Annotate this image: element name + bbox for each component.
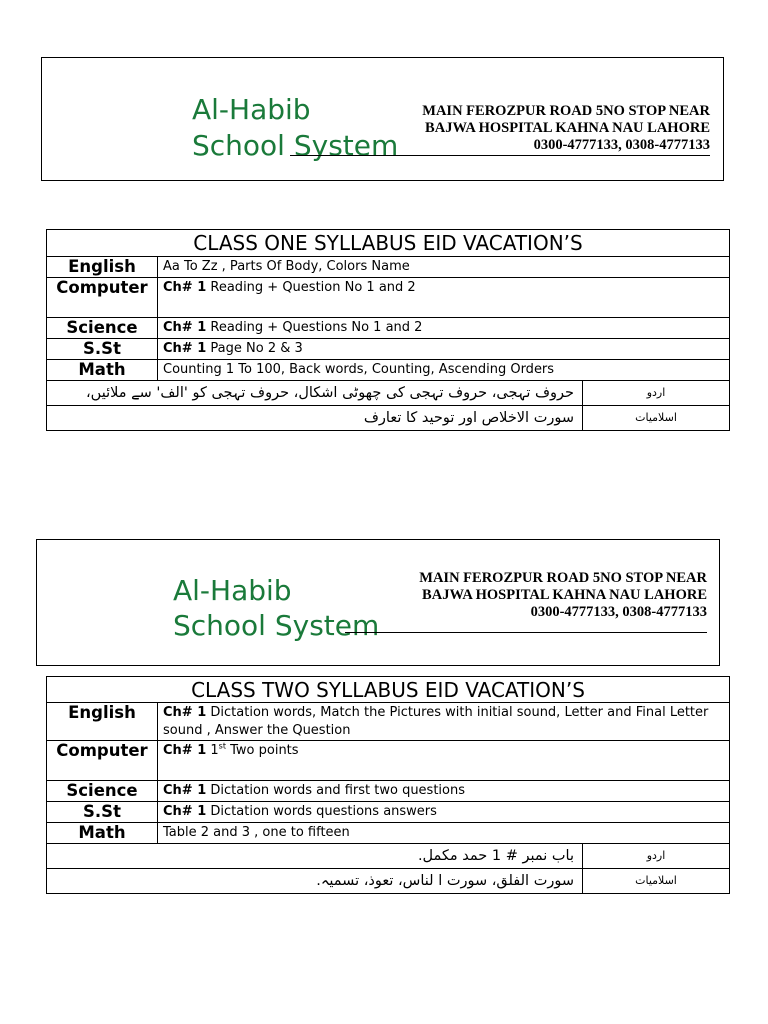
- table-row: [47, 869, 730, 894]
- syllabus-text: Ch# 1 Dictation words, Match the Pictures with initial sound, Letter and Final Letter sound , Answer the Question: [158, 703, 730, 741]
- school-address-line1: MAIN FEROZPUR ROAD 5NO STOP NEAR: [422, 103, 710, 119]
- subject-urdu: اردو: [583, 381, 730, 406]
- table-row: [47, 360, 730, 381]
- syllabus-text: Counting 1 To 100, Back words, Counting, Ascending Orders: [158, 360, 730, 381]
- table-row: [47, 406, 730, 431]
- table-row: [47, 381, 730, 406]
- table-row: [47, 844, 730, 869]
- syllabus-text: Ch# 1 Dictation words and first two questions: [158, 781, 730, 802]
- syllabus-text: Ch# 1 1st Two points: [158, 741, 730, 781]
- table-row: [47, 703, 730, 741]
- school-address-line2: BAJWA HOSPITAL KAHNA NAU LAHORE: [422, 587, 707, 603]
- subject-sst: S.St: [47, 802, 158, 823]
- subject-islamiat: اسلامیات: [583, 869, 730, 894]
- header-rule: [345, 632, 707, 633]
- class-one-syllabus-table: [46, 229, 730, 431]
- subject-english: English: [47, 703, 158, 741]
- table-row: [47, 278, 730, 318]
- table-row: [47, 741, 730, 781]
- class-one-title: CLASS ONE SYLLABUS EID VACATION’S: [47, 230, 730, 257]
- school-phones: 0300-4777133, 0308-4777133: [530, 604, 707, 620]
- school-name-line2: School System: [173, 609, 380, 642]
- subject-computer: Computer: [47, 278, 158, 318]
- syllabus-text: Ch# 1 Dictation words questions answers: [158, 802, 730, 823]
- table-row: [47, 318, 730, 339]
- class-two-title: CLASS TWO SYLLABUS EID VACATION’S: [47, 677, 730, 703]
- subject-urdu: اردو: [583, 844, 730, 869]
- syllabus-text: Table 2 and 3 , one to fifteen: [158, 823, 730, 844]
- syllabus-text: Ch# 1 Page No 2 & 3: [158, 339, 730, 360]
- table-row: [47, 823, 730, 844]
- class-two-syllabus-table: [46, 676, 730, 894]
- school-name-line1: Al-Habib: [173, 574, 292, 607]
- subject-sst: S.St: [47, 339, 158, 360]
- syllabus-text: Ch# 1 Reading + Question No 1 and 2: [158, 278, 730, 318]
- school-address-line2: BAJWA HOSPITAL KAHNA NAU LAHORE: [425, 120, 710, 136]
- urdu-syllabus-text: حروف تہجی، حروف تہجی کی چھوٹی اشکال، حروف تہجی کو 'الف' سے ملائیں،: [47, 381, 583, 406]
- islamiat-syllabus-text: سورت الفلق، سورت ا لناس، تعوذ، تسمیہ.: [47, 869, 583, 894]
- school-name-line2: School System: [192, 129, 399, 162]
- school-address-line1: MAIN FEROZPUR ROAD 5NO STOP NEAR: [419, 570, 707, 586]
- table-row: [47, 781, 730, 802]
- syllabus-text: Ch# 1 Reading + Questions No 1 and 2: [158, 318, 730, 339]
- subject-english: English: [47, 257, 158, 278]
- table-row: [47, 802, 730, 823]
- syllabus-text: Aa To Zz , Parts Of Body, Colors Name: [158, 257, 730, 278]
- subject-science: Science: [47, 318, 158, 339]
- school-phones: 0300-4777133, 0308-4777133: [533, 137, 710, 153]
- urdu-syllabus-text: باب نمبر # 1 حمد مکمل.: [47, 844, 583, 869]
- school-name-line1: Al-Habib: [192, 93, 311, 126]
- islamiat-syllabus-text: سورت الاخلاص اور توحید کا تعارف: [47, 406, 583, 431]
- subject-computer: Computer: [47, 741, 158, 781]
- table-row: [47, 339, 730, 360]
- table-row: [47, 257, 730, 278]
- subject-science: Science: [47, 781, 158, 802]
- subject-math: Math: [47, 823, 158, 844]
- header-rule: [290, 155, 710, 156]
- subject-islamiat: اسلامیات: [583, 406, 730, 431]
- subject-math: Math: [47, 360, 158, 381]
